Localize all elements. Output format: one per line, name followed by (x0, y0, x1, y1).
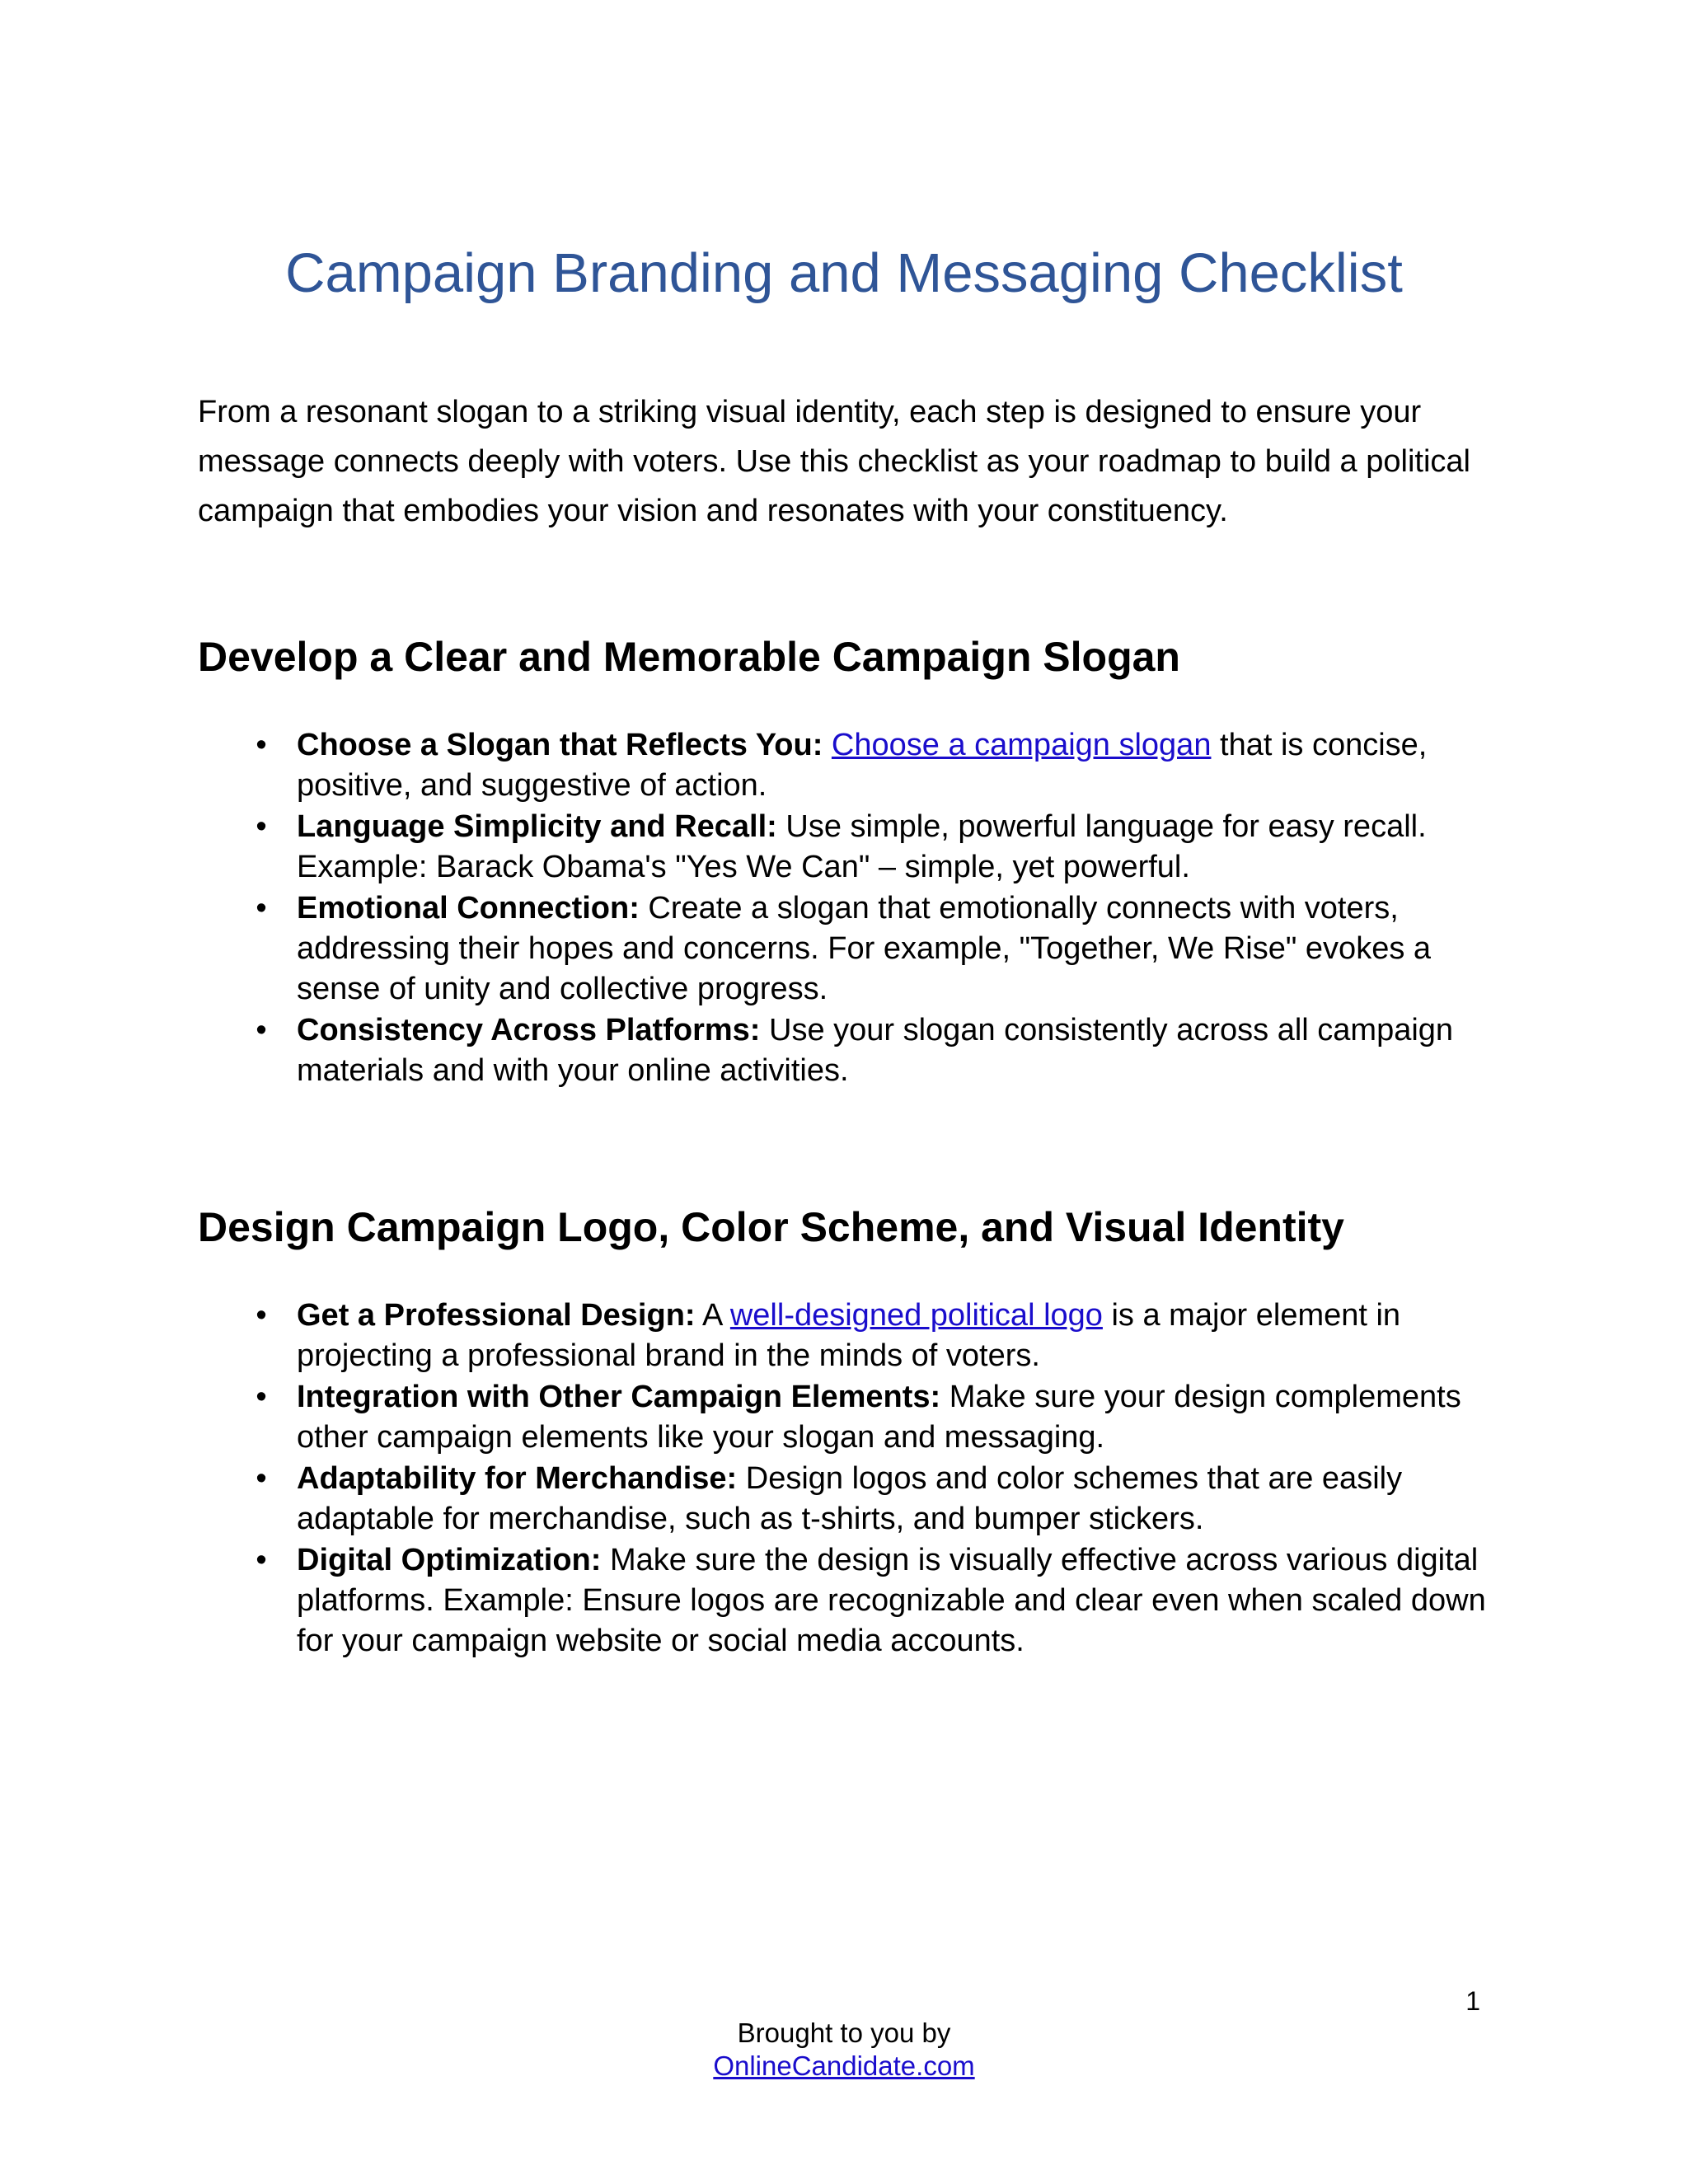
page-title: Campaign Branding and Messaging Checklist (285, 242, 1403, 304)
bullet-icon: • (256, 1543, 267, 1577)
item-label: Language Simplicity and Recall: (297, 809, 777, 844)
bullet-icon: • (256, 1380, 267, 1414)
footer (0, 2017, 1688, 2083)
bullet-icon: • (256, 809, 267, 844)
item-text: A (695, 1298, 730, 1333)
item-text (823, 728, 832, 762)
item-text: Make sure your design complements other campaign elements like your slogan and messaging. (297, 1380, 1461, 1455)
bullet-icon: • (256, 891, 267, 926)
list-item (198, 1296, 1500, 1376)
footer-site-link[interactable]: OnlineCandidate.com (713, 2050, 975, 2081)
section-heading-visual-identity: Design Campaign Logo, Color Scheme, and Visual Identity (198, 1204, 1344, 1250)
list-item (198, 1377, 1500, 1458)
checklist-visual-identity (198, 1296, 1500, 1662)
item-text: Design logos and color schemes that are easily adaptable for merchandise, such as t-shirts, and bumper stickers. (297, 1461, 1403, 1536)
item-text: Create a slogan that emotionally connects with voters, addressing their hopes and concerns. For example, "Together, We Rise" evokes a sense of unity and collective progress. (297, 891, 1432, 1006)
list-item (198, 807, 1500, 888)
item-label: Get a Professional Design: (297, 1298, 696, 1333)
item-text: that is concise, positive, and suggestive of action. (297, 728, 1428, 803)
item-label: Adaptability for Merchandise: (297, 1461, 738, 1496)
list-item (198, 725, 1500, 806)
item-label: Integration with Other Campaign Elements: (297, 1380, 941, 1414)
list-item (198, 1540, 1500, 1661)
footer-credit: Brought to you by (737, 2018, 951, 2048)
checklist-slogan (198, 725, 1500, 1092)
item-text: Use simple, powerful language for easy recall. Example: Barack Obama's "Yes We Can" – simple, yet powerful. (297, 809, 1427, 884)
bullet-icon: • (256, 1298, 267, 1333)
bullet-icon: • (256, 1461, 267, 1496)
list-item (198, 1010, 1500, 1091)
intro-paragraph: From a resonant slogan to a striking visual identity, each step is designed to ensure your message connects deeply with voters. Use this checklist as your roadmap to build a political campaign that embodies your vision and resonates with your constituency. (198, 395, 1470, 528)
political-logo-link[interactable]: well-designed political logo (729, 1298, 1103, 1333)
campaign-slogan-link[interactable]: Choose a campaign slogan (831, 728, 1212, 762)
bullet-icon: • (256, 1013, 267, 1047)
item-label: Emotional Connection: (297, 891, 640, 926)
list-item (198, 1459, 1500, 1540)
item-text: is a major element in projecting a professional brand in the minds of voters. (297, 1298, 1401, 1373)
list-item (198, 888, 1500, 1010)
page-number: 1 (1465, 1986, 1480, 2016)
item-text: Make sure the design is visually effective across various digital platforms. Example: Ensure logos are recognizable and clear even when scaled down for your campaign website or social media accounts. (297, 1543, 1486, 1658)
item-label: Choose a Slogan that Reflects You: (297, 728, 823, 762)
section-heading-slogan: Develop a Clear and Memorable Campaign Slogan (198, 634, 1180, 680)
bullet-icon: • (256, 728, 267, 762)
item-text: Use your slogan consistently across all campaign materials and with your online activities. (297, 1013, 1454, 1088)
item-label: Consistency Across Platforms: (297, 1013, 761, 1047)
item-label: Digital Optimization: (297, 1543, 602, 1577)
